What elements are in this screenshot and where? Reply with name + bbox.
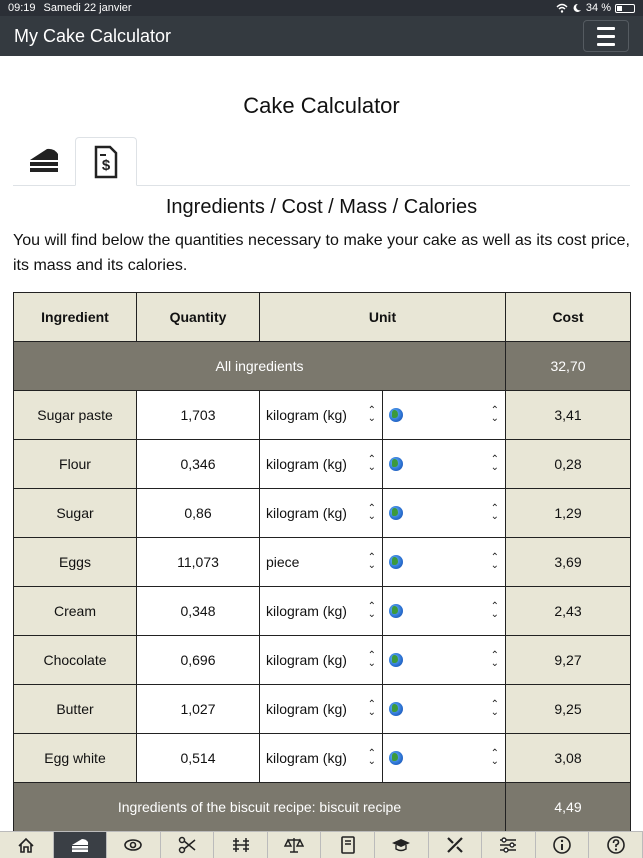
calculator-icon	[231, 835, 251, 855]
select-arrows-icon: ⌃ ⌄	[490, 650, 499, 669]
select-arrows-icon: ⌃ ⌄	[490, 503, 499, 522]
select-arrows-icon: ⌃ ⌄	[367, 552, 376, 571]
svg-text:$: $	[101, 156, 111, 174]
toolbar-button-info[interactable]	[536, 832, 590, 858]
unit-select[interactable]	[260, 440, 383, 489]
biscuit-cost: 4,49	[506, 783, 631, 832]
quantity-input[interactable]: 1,027	[137, 685, 260, 734]
table-header-row	[14, 293, 631, 342]
status-time: 09:19	[8, 2, 36, 14]
unit-select[interactable]	[260, 391, 383, 440]
unit-select-value: kilogram (kg)	[266, 701, 347, 717]
quantity-input[interactable]: 0,348	[137, 587, 260, 636]
unit-select[interactable]	[260, 636, 383, 685]
ingredient-name: Chocolate	[14, 636, 137, 685]
ingredient-name: Butter	[14, 685, 137, 734]
select-arrows-icon: ⌃ ⌄	[367, 699, 376, 718]
status-bar	[0, 0, 643, 16]
toolbar-button-calculator[interactable]	[214, 832, 268, 858]
select-arrows-icon: ⌃ ⌄	[490, 601, 499, 620]
toolbar-button-eye[interactable]	[107, 832, 161, 858]
globe-icon	[389, 702, 403, 716]
region-select[interactable]	[383, 685, 506, 734]
globe-icon	[389, 604, 403, 618]
home-icon	[16, 835, 36, 855]
toolbar-button-scale[interactable]	[268, 832, 322, 858]
region-select[interactable]	[383, 734, 506, 783]
select-arrows-icon: ⌃ ⌄	[490, 748, 499, 767]
table-row	[14, 587, 631, 636]
region-select[interactable]	[383, 489, 506, 538]
ingredient-name: Egg white	[14, 734, 137, 783]
unit-select[interactable]	[260, 538, 383, 587]
toolbar-button-book[interactable]	[321, 832, 375, 858]
tab-bar	[13, 137, 630, 186]
select-arrows-icon: ⌃ ⌄	[367, 650, 376, 669]
receipt-dollar-icon	[93, 145, 119, 179]
scissors-icon	[177, 835, 197, 855]
ingredient-cost: 3,08	[506, 734, 631, 783]
scale-icon	[284, 835, 304, 855]
battery-icon	[615, 4, 635, 13]
globe-icon	[389, 751, 403, 765]
ingredients-table	[13, 292, 631, 832]
globe-icon	[389, 506, 403, 520]
unit-select-value: kilogram (kg)	[266, 407, 347, 423]
ingredient-name: Cream	[14, 587, 137, 636]
ingredient-name: Sugar	[14, 489, 137, 538]
toolbar-button-tools[interactable]	[429, 832, 483, 858]
select-arrows-icon: ⌃ ⌄	[490, 405, 499, 424]
all-ingredients-row	[14, 342, 631, 391]
select-arrows-icon: ⌃ ⌄	[490, 552, 499, 571]
status-date: Samedi 22 janvier	[43, 2, 132, 14]
tab-cost-sheet[interactable]	[75, 137, 137, 186]
toolbar-button-home[interactable]	[0, 832, 54, 858]
unit-select-value: kilogram (kg)	[266, 456, 347, 472]
toolbar-button-sliders[interactable]	[482, 832, 536, 858]
moon-icon	[572, 3, 582, 13]
region-select[interactable]	[383, 538, 506, 587]
ingredient-cost: 3,41	[506, 391, 631, 440]
wifi-icon	[556, 3, 568, 13]
unit-select[interactable]	[260, 587, 383, 636]
toolbar-button-graduation-cap[interactable]	[375, 832, 429, 858]
tools-icon	[445, 835, 465, 855]
biscuit-label: Ingredients of the biscuit recipe: biscuit recipe	[14, 783, 506, 832]
navbar	[0, 16, 643, 56]
region-select[interactable]	[383, 587, 506, 636]
globe-icon	[389, 457, 403, 471]
cake-icon	[70, 835, 90, 855]
book-icon	[338, 835, 358, 855]
select-arrows-icon: ⌃ ⌄	[367, 748, 376, 767]
globe-icon	[389, 555, 403, 569]
region-select[interactable]	[383, 440, 506, 489]
unit-select-value: kilogram (kg)	[266, 603, 347, 619]
unit-select-value: piece	[266, 554, 300, 570]
ingredient-cost: 9,27	[506, 636, 631, 685]
all-ingredients-cost: 32,70	[506, 342, 631, 391]
globe-icon	[389, 408, 403, 422]
quantity-input[interactable]: 0,514	[137, 734, 260, 783]
ingredient-name: Flour	[14, 440, 137, 489]
unit-select-value: kilogram (kg)	[266, 750, 347, 766]
table-row	[14, 685, 631, 734]
unit-select[interactable]	[260, 685, 383, 734]
biscuit-row	[14, 783, 631, 832]
ingredient-name: Sugar paste	[14, 391, 137, 440]
toolbar-button-help[interactable]	[589, 832, 643, 858]
bottom-toolbar	[0, 831, 643, 858]
quantity-input[interactable]: 0,86	[137, 489, 260, 538]
unit-select-value: kilogram (kg)	[266, 652, 347, 668]
table-row	[14, 440, 631, 489]
select-arrows-icon: ⌃ ⌄	[367, 503, 376, 522]
select-arrows-icon: ⌃ ⌄	[367, 454, 376, 473]
tab-cake[interactable]	[13, 137, 75, 185]
unit-select[interactable]	[260, 489, 383, 538]
description-text: You will find below the quantities necessary to make your cake as well as its cost price, its mass and its calories.	[13, 232, 630, 274]
all-ingredients-label: All ingredients	[14, 342, 506, 391]
table-row	[14, 391, 631, 440]
header-quantity: Quantity	[137, 293, 260, 342]
ingredient-cost: 9,25	[506, 685, 631, 734]
header-cost: Cost	[506, 293, 631, 342]
quantity-input[interactable]: 0,696	[137, 636, 260, 685]
sliders-icon	[498, 835, 518, 855]
app-title: My Cake Calculator	[14, 25, 172, 46]
header-ingredient: Ingredient	[14, 293, 137, 342]
page-title: Cake Calculator	[243, 93, 400, 118]
table-row	[14, 489, 631, 538]
table-row	[14, 734, 631, 783]
unit-select-value: kilogram (kg)	[266, 505, 347, 521]
unit-select[interactable]	[260, 734, 383, 783]
quantity-input[interactable]: 1,703	[137, 391, 260, 440]
ingredient-cost: 1,29	[506, 489, 631, 538]
toolbar-button-scissors[interactable]	[161, 832, 215, 858]
quantity-input[interactable]: 11,073	[137, 538, 260, 587]
hamburger-menu-button[interactable]	[583, 20, 629, 52]
graduation-cap-icon	[391, 835, 411, 855]
select-arrows-icon: ⌃ ⌄	[367, 405, 376, 424]
ingredient-cost: 2,43	[506, 587, 631, 636]
toolbar-button-cake[interactable]	[54, 832, 108, 858]
section-title: Ingredients / Cost / Mass / Calories	[165, 196, 478, 218]
table-row	[14, 538, 631, 587]
info-icon	[552, 835, 572, 855]
select-arrows-icon: ⌃ ⌄	[367, 601, 376, 620]
help-icon	[606, 835, 626, 855]
region-select[interactable]	[383, 636, 506, 685]
ingredient-cost: 3,69	[506, 538, 631, 587]
header-unit: Unit	[260, 293, 506, 342]
select-arrows-icon: ⌃ ⌄	[490, 699, 499, 718]
cake-slice-icon	[27, 146, 61, 176]
ingredient-name: Eggs	[14, 538, 137, 587]
eye-icon	[123, 835, 143, 855]
ingredient-cost: 0,28	[506, 440, 631, 489]
table-row	[14, 636, 631, 685]
select-arrows-icon: ⌃ ⌄	[490, 454, 499, 473]
quantity-input[interactable]: 0,346	[137, 440, 260, 489]
region-select[interactable]	[383, 391, 506, 440]
battery-percent: 34 %	[585, 2, 611, 14]
globe-icon	[389, 653, 403, 667]
